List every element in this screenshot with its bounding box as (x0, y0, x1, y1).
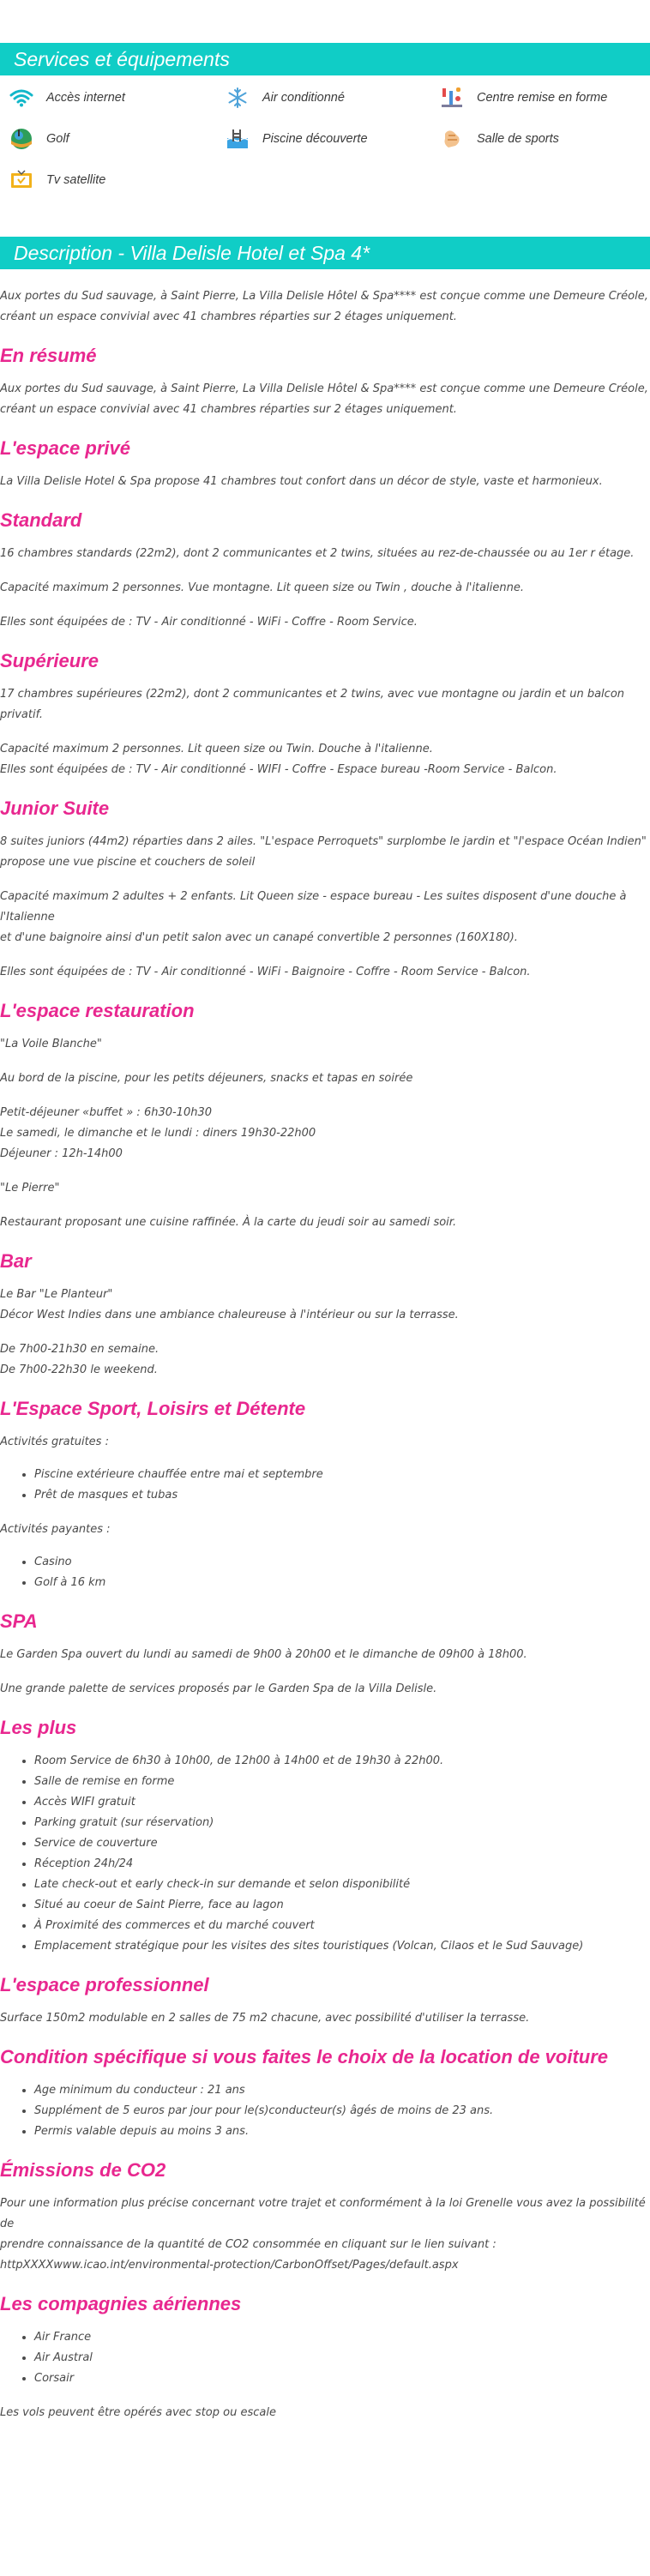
list-item: • Casino (34, 1552, 650, 1573)
list-item: • Golf à 16 km (34, 1573, 650, 1593)
list-item: • Accès WIFI gratuit (34, 1792, 650, 1813)
list-item: • Réception 24h/24 (34, 1854, 650, 1875)
section-title-airlines: Les compagnies aériennes (0, 2293, 242, 2314)
bar-line-3: De 7h00-21h30 en semaine. (0, 1343, 159, 1356)
list-item: • Situé au coeur de Saint Pierre, face au lagon (34, 1895, 650, 1916)
intro-line-2: créant un espace convivial avec 41 chambres réparties sur 2 étages uniquement. (0, 310, 457, 323)
list-item: • Piscine extérieure chauffée entre mai et septembre (34, 1465, 650, 1485)
list-item: • Parking gratuit (sur réservation) (34, 1813, 650, 1833)
plus-list (0, 1751, 650, 1957)
intro-line-1: Aux portes du Sud sauvage, à Saint Pierre, La Villa Delisle Hôtel & Spa**** est conçue comme une Demeure Créole, (0, 290, 648, 303)
spa-p1: Le Garden Spa ouvert du lundi au samedi de 9h00 à 20h00 et le dimanche de 09h00 à 18h00. (0, 1648, 527, 1661)
sport-free-label: Activités gratuites : (0, 1435, 109, 1448)
list-item: • Late check-out et early check-in sur demande et selon disponibilité (34, 1875, 650, 1895)
snowflake-icon (225, 87, 250, 109)
bar-line-2: Décor West Indies dans une ambiance chaleureuse à l'intérieur ou sur la terrasse. (0, 1309, 459, 1321)
service-label: Air conditionné (262, 91, 345, 105)
list-item: • Permis valable depuis au moins 3 ans. (34, 2122, 650, 2142)
service-label: Accès internet (46, 91, 125, 105)
airlines-note: Les vols peuvent être opérés avec stop ou escale (0, 2406, 276, 2419)
bar-line-4: De 7h00-22h30 le weekend. (0, 1363, 158, 1376)
tv-icon (9, 169, 34, 191)
service-item-internet (9, 86, 125, 110)
section-title-standard: Standard (0, 509, 82, 531)
page (0, 43, 650, 2423)
section-title-sport: L'Espace Sport, Loisirs et Détente (0, 1398, 306, 1419)
section-title-voiture: Condition spécifique si vous faites le choix de la location de voiture (0, 2046, 609, 2067)
section-title-superieure: Supérieure (0, 650, 99, 671)
list-item: • Emplacement stratégique pour les visites des sites touristiques (Volcan, Cilaos et le Sud Sauvage) (34, 1936, 650, 1957)
list-item: • Supplément de 5 euros par jour pour le(s)conducteur(s) âgés de moins de 23 ans. (34, 2101, 650, 2122)
restaurant-hours-1: Petit-déjeuner «buffet » : 6h30-10h30 (0, 1106, 213, 1119)
list-item: • Prêt de masques et tubas (34, 1485, 650, 1506)
co2-line-2: prendre connaissance de la quantité de CO2 consommée en cliquant sur le lien suivant : (0, 2238, 497, 2251)
list-item: • Age minimum du conducteur : 21 ans (34, 2080, 650, 2101)
service-item-tv (9, 168, 105, 192)
wifi-icon (9, 87, 34, 109)
restaurant-desc-1: Au bord de la piscine, pour les petits déjeuners, snacks et tapas en soirée (0, 1072, 413, 1085)
airlines-list (0, 2327, 650, 2389)
list-item: • Salle de remise en forme (34, 1772, 650, 1792)
section-title-prive: L'espace privé (0, 437, 130, 459)
sport-paid-list (0, 1552, 650, 1593)
section-title-bar: Bar (0, 1250, 32, 1272)
superieure-p2a: Capacité maximum 2 personnes. Lit queen size ou Twin. Douche à l'italienne. (0, 743, 433, 755)
section-title-plus: Les plus (0, 1717, 77, 1738)
co2-line-1: Pour une information plus précise concernant votre trajet et conformément à la loi Grenelle vous avez la possibilité de (0, 2197, 646, 2230)
gym-icon (439, 128, 465, 150)
section-title-junior: Junior Suite (0, 797, 110, 819)
spa-p2: Une grande palette de services proposés par le Garden Spa de la Villa Delisle. (0, 1682, 437, 1695)
restaurant-hours-3: Déjeuner : 12h-14h00 (0, 1147, 123, 1160)
section-title-pro: L'espace professionnel (0, 1974, 209, 1995)
resume-line-2: créant un espace convivial avec 41 chambres réparties sur 2 étages uniquement. (0, 403, 457, 416)
list-item: • Service de couverture (34, 1833, 650, 1854)
list-item: • Air France (34, 2327, 650, 2348)
section-title-resume: En résumé (0, 345, 97, 366)
section-title-spa: SPA (0, 1610, 38, 1632)
list-item: • Air Austral (34, 2348, 650, 2368)
junior-p1a: 8 suites juniors (44m2) réparties dans 2 ailes. "L'espace Perroquets" surplombe le jardin et "l'espace Océan Indien" (0, 835, 647, 848)
list-item: • Corsair (34, 2368, 650, 2389)
service-item-aircon (225, 86, 345, 110)
service-label: Piscine découverte (262, 132, 368, 146)
restaurant-desc-2: Restaurant proposant une cuisine raffinée. À la carte du jeudi soir au samedi soir. (0, 1216, 457, 1229)
service-label: Golf (46, 132, 69, 146)
restaurant-hours-2: Le samedi, le dimanche et le lundi : diners 19h30-22h00 (0, 1127, 316, 1140)
sport-free-list (0, 1465, 650, 1506)
service-item-gym (439, 127, 559, 151)
superieure-p1: 17 chambres supérieures (22m2), dont 2 communicantes et 2 twins, avec vue montagne ou jardin et un balcon privatif. (0, 688, 625, 721)
services-title: Services et équipements (0, 43, 650, 75)
restaurant-name-2: "Le Pierre" (0, 1182, 60, 1195)
service-item-fitness (439, 86, 607, 110)
restaurant-name-1: "La Voile Blanche" (0, 1038, 102, 1050)
pro-text: Surface 150m2 modulable en 2 salles de 75 m2 chacune, avec possibilité d'utiliser la terrasse. (0, 2012, 530, 2025)
co2-link[interactable]: httpXXXXwww.icao.int/environmental-protection/CarbonOffset/Pages/default.aspx (0, 2259, 459, 2272)
junior-p3: Elles sont équipées de : TV - Air conditionné - WiFi - Baignoire - Coffre - Room Service - Balcon. (0, 966, 531, 978)
resume-line-1: Aux portes du Sud sauvage, à Saint Pierre, La Villa Delisle Hôtel & Spa**** est conçue comme une Demeure Créole, (0, 382, 648, 395)
pool-icon (225, 128, 250, 150)
description-title: Description - Villa Delisle Hotel et Spa 4* (0, 237, 650, 269)
superieure-p2b: Elles sont équipées de : TV - Air conditionné - WIFI - Coffre - Espace bureau -Room Service - Balcon. (0, 763, 557, 776)
golf-icon (9, 128, 34, 150)
standard-p1: 16 chambres standards (22m2), dont 2 communicantes et 2 twins, situées au rez-de-chaussée ou au 1er r étage. (0, 547, 635, 560)
description-content (0, 269, 650, 2423)
service-label: Centre remise en forme (477, 91, 608, 105)
service-item-pool (225, 127, 368, 151)
service-label: Salle de sports (477, 132, 559, 146)
fitness-icon (439, 87, 465, 109)
sport-paid-label: Activités payantes : (0, 1523, 111, 1536)
service-label: Tv satellite (46, 173, 106, 187)
bar-line-1: Le Bar "Le Planteur" (0, 1288, 113, 1301)
prive-text: La Villa Delisle Hotel & Spa propose 41 chambres tout confort dans un décor de style, vaste et harmonieux. (0, 475, 603, 488)
services-grid (0, 75, 650, 237)
standard-p3: Elles sont équipées de : TV - Air conditionné - WiFi - Coffre - Room Service. (0, 616, 418, 629)
service-item-golf (9, 127, 69, 151)
junior-p2a: Capacité maximum 2 adultes + 2 enfants. Lit Queen size - espace bureau - Les suites disposent d'une douche à l'Italienne (0, 890, 627, 924)
list-item: • Room Service de 6h30 à 10h00, de 12h00 à 14h00 et de 19h30 à 22h00. (34, 1751, 650, 1772)
section-title-co2: Émissions de CO2 (0, 2159, 166, 2181)
standard-p2: Capacité maximum 2 personnes. Vue montagne. Lit queen size ou Twin , douche à l'italienne. (0, 581, 524, 594)
list-item: • À Proximité des commerces et du marché couvert (34, 1916, 650, 1936)
section-title-restauration: L'espace restauration (0, 1000, 195, 1021)
voiture-list (0, 2080, 650, 2142)
junior-p2b: et d'une baignoire ainsi d'un petit salon avec un canapé convertible 2 personnes (160X180). (0, 931, 518, 944)
junior-p1b: propose une vue piscine et couchers de soleil (0, 856, 256, 869)
